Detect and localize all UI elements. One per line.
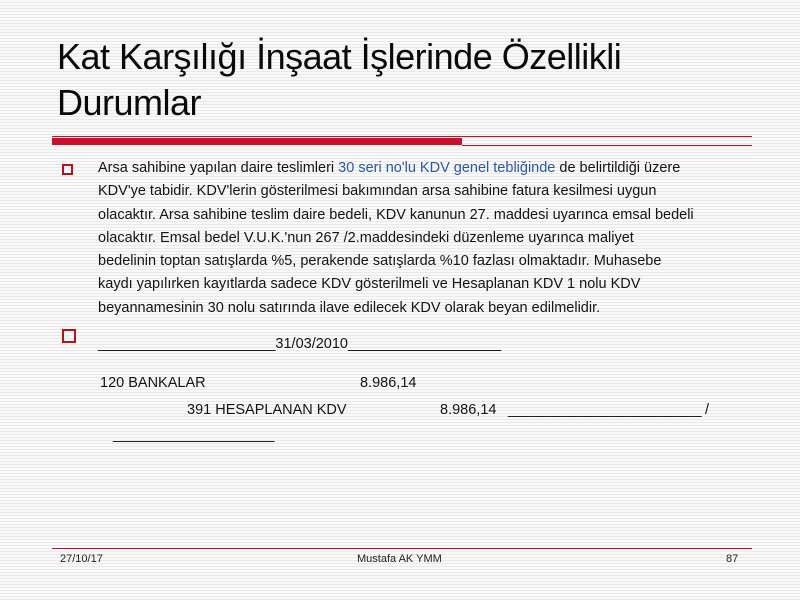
closing-underline: ____________________ [113, 427, 275, 443]
footer-divider [52, 548, 752, 549]
paragraph-text: de belirtildiği üzere [555, 160, 681, 176]
journal-date-line: ______________________31/03/2010___________________ [98, 336, 502, 352]
paragraph-line: bedelinin toptan satışlarda %5, perakende satışlarda %10 fazlası olmaktadır. Muhasebe [98, 253, 662, 270]
debit-amount: 8.986,14 [360, 375, 417, 391]
slide-title [57, 34, 757, 126]
footer-date: 27/10/17 [60, 553, 103, 565]
title-divider-thin-lower [462, 145, 752, 146]
paragraph-line: kaydı yapılırken kayıtlarda sadece KDV gösterilmeli ve Hesaplanan KDV 1 nolu KDV [98, 276, 641, 293]
square-bullet-icon [62, 164, 73, 175]
credit-amount: 8.986,14 [440, 402, 497, 418]
title-divider-thin [52, 136, 752, 137]
entry-underline: ________________________ [508, 402, 702, 418]
paragraph-line: KDV'ye tabidir. KDV'lerin gösterilmesi bakımından arsa sahibine fatura kesilmesi uygun [98, 183, 657, 200]
paragraph-line: olacaktır. Emsal bedel V.U.K.'nun 267 /2.maddesindeki düzenleme uyarınca maliyet [98, 229, 634, 246]
paragraph-line: olacaktır. Arsa sahibine teslim daire bedeli, KDV kanunun 27. maddesi uyarınca emsal bedeli [98, 206, 694, 223]
footer-author: Mustafa AK YMM [357, 553, 442, 565]
paragraph-text: Arsa sahibine yapılan daire teslimleri [98, 160, 339, 176]
regulation-link[interactable]: 30 seri no'lu KDV genel tebliğinde [338, 160, 556, 176]
slide-title-line-1: Kat Karşılığı İnşaat İşlerinde Özellikli [57, 36, 622, 77]
paragraph-line [98, 157, 758, 180]
credit-account: 391 HESAPLANAN KDV [187, 402, 347, 418]
paragraph-line: beyannamesinin 30 nolu satırında ilave edilecek KDV olarak beyan edilmelidir. [98, 299, 601, 316]
footer-page-number: 87 [726, 553, 739, 565]
slide-title-line-2: Durumlar [57, 82, 202, 123]
body-paragraph [98, 157, 758, 320]
entry-slash: / [705, 402, 710, 418]
square-bullet-icon [62, 329, 76, 343]
debit-account: 120 BANKALAR [100, 375, 206, 391]
title-divider-thick [52, 138, 462, 145]
